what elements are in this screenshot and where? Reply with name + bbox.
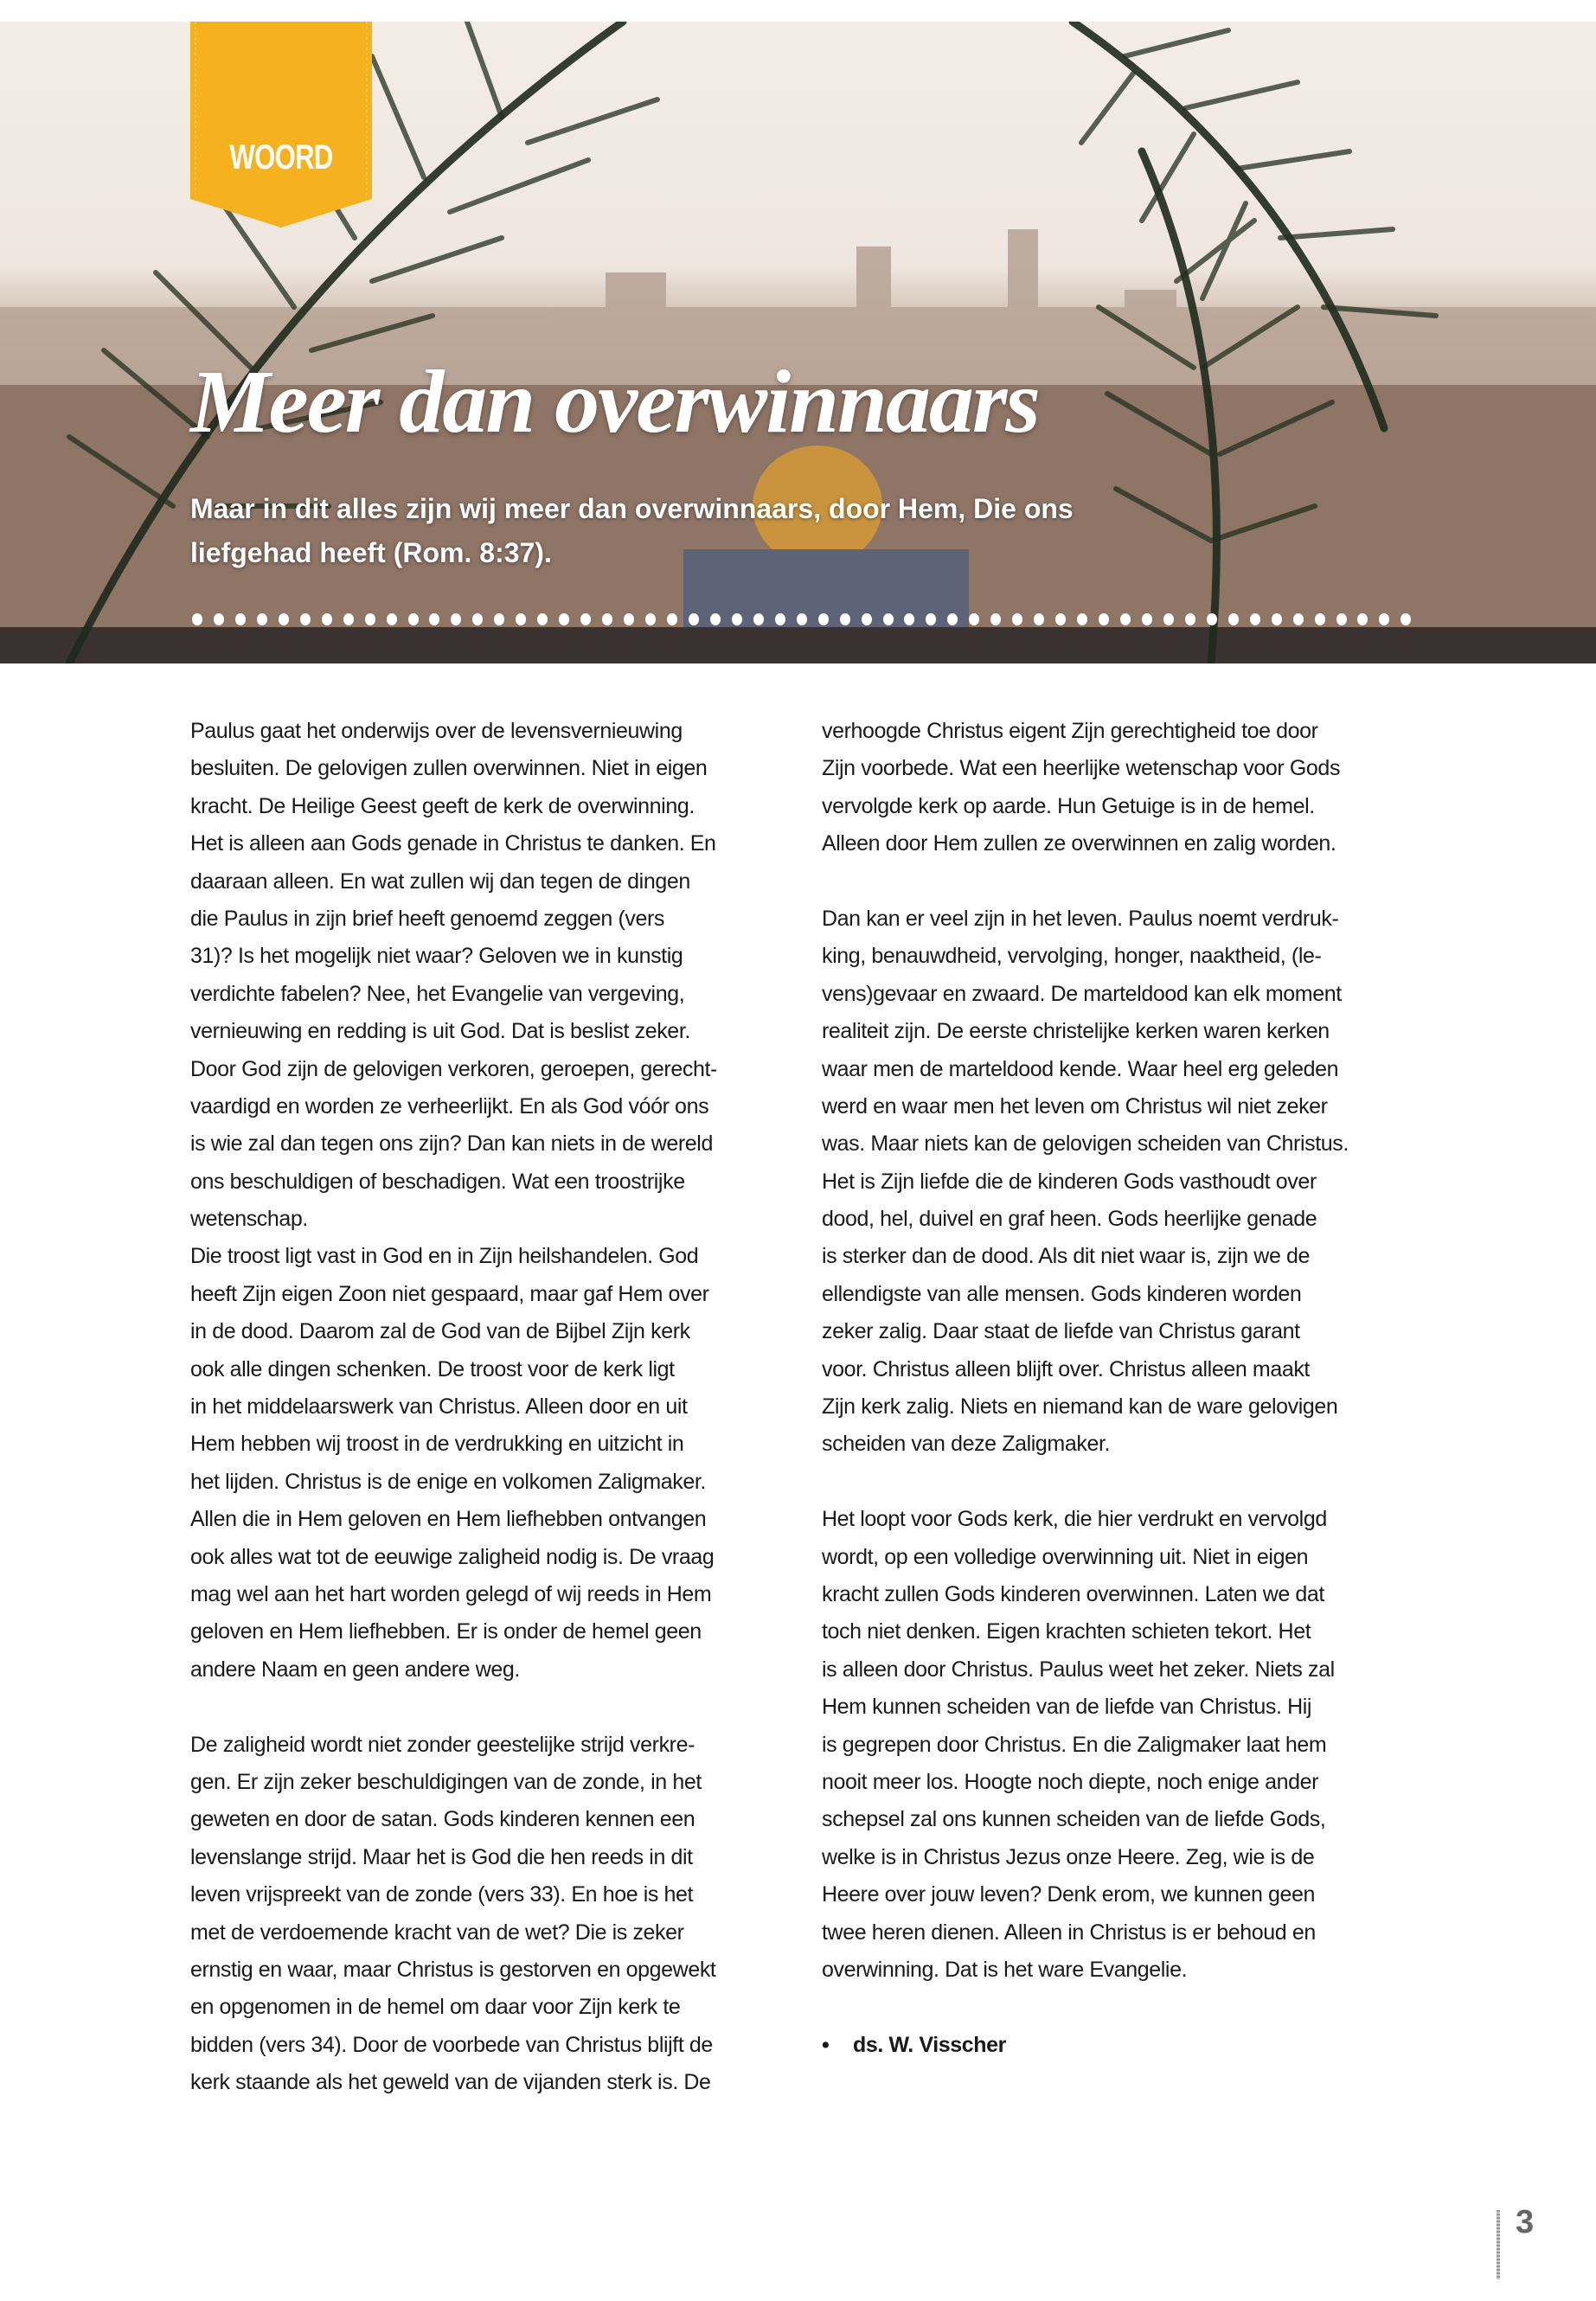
text-line: verhoogde Christus eigent Zijn gerechtigheid toe door: [822, 719, 1318, 743]
text-line: Allen die in Hem geloven en Hem liefhebben ontvangen: [190, 1507, 707, 1532]
text-line: king, benauwdheid, vervolging, honger, naaktheid, (le-: [822, 944, 1322, 969]
text-line: Het is alleen aan Gods genade in Christus te danken. En: [190, 831, 716, 856]
text-line: Het loopt voor Gods kerk, die hier verdrukt en vervolgd: [822, 1507, 1327, 1532]
divider-dot: [862, 613, 872, 625]
left-column: [190, 713, 796, 2101]
divider-dot: [1357, 613, 1368, 625]
divider-dot: [343, 613, 354, 625]
divider-dot: [1034, 613, 1044, 625]
divider-dot: [1401, 613, 1411, 625]
text-line: Dan kan er veel zijn in het leven. Paulus noemt verdruk-: [822, 906, 1339, 931]
text-line: waar men de marteldood kende. Waar heel erg geleden: [822, 1056, 1339, 1081]
divider-dot: [1207, 613, 1217, 625]
text-line: ons beschuldigen of beschadigen. Wat een troostrijke: [190, 1169, 685, 1194]
divider-dot: [1250, 613, 1260, 625]
divider-dot: [969, 613, 979, 625]
text-line: Alleen door Hem zullen ze overwinnen en zalig worden.: [822, 831, 1336, 856]
divider-dot: [537, 613, 548, 625]
text-line: is sterker dan de dood. Als dit niet waar is, zijn we de: [822, 1244, 1311, 1269]
divider-dot: [1120, 613, 1131, 625]
text-line: vaardigd en worden ze verheerlijkt. En als God vóór ons: [190, 1093, 709, 1118]
text-line: kerk staande als het geweld van de vijanden sterk is. De: [190, 2070, 711, 2095]
divider-dot: [429, 613, 439, 625]
divider-dot: [1336, 613, 1347, 625]
text-line: welke is in Christus Jezus onze Heere. Zeg, wie is de: [822, 1844, 1315, 1869]
text-line: Zijn voorbede. Wat een heerlijke wetenschap voor Gods: [822, 756, 1341, 781]
divider-dot: [1055, 613, 1066, 625]
text-line: bidden (vers 34). Door de voorbede van Christus blijft de: [190, 2032, 713, 2057]
divider-dot: [494, 613, 504, 625]
text-line: zeker zalig. Daar staat de liefde van Christus garant: [822, 1319, 1300, 1344]
subtitle-line: Maar in dit alles zijn wij meer dan overwinnaars, door Hem, Die ons: [190, 493, 1074, 524]
divider-dot: [1228, 613, 1239, 625]
paragraph-gap: [822, 1464, 1427, 1501]
text-line: realiteit zijn. De eerste christelijke kerken waren kerken: [822, 1019, 1330, 1044]
divider-dot: [1185, 613, 1195, 625]
subtitle-line: liefgehad heeft (Rom. 8:37).: [190, 537, 552, 568]
divider-dot: [1142, 613, 1152, 625]
text-line: die Paulus in zijn brief heeft genoemd zeggen (vers: [190, 906, 664, 931]
author-line: [822, 2027, 1427, 2064]
divider-dot: [904, 613, 914, 625]
text-line: en opgenomen in de hemel om daar voor Zijn kerk te: [190, 1995, 681, 2020]
page-number-divider: [1497, 2210, 1500, 2279]
text-line: andere Naam en geen andere weg.: [190, 1657, 520, 1682]
text-line: gen. Er zijn zeker beschuldigingen van de zonde, in het: [190, 1769, 702, 1794]
divider-dot: [451, 613, 461, 625]
text-line: ook alle dingen schenken. De troost voor de kerk ligt: [190, 1356, 675, 1381]
divider-dot: [192, 613, 202, 625]
divider-dot: [365, 613, 375, 625]
text-line: Hem hebben wij troost in de verdrukking en uitzicht in: [190, 1432, 684, 1457]
text-line: het lijden. Christus is de enige en volkomen Zaligmaker.: [190, 1469, 706, 1494]
text-line: schepsel zal ons kunnen scheiden van de liefde Gods,: [822, 1807, 1326, 1832]
text-line: Paulus gaat het onderwijs over de levensvernieuwing: [190, 719, 683, 743]
text-line: is wie zal dan tegen ons zijn? Dan kan niets in de wereld: [190, 1131, 713, 1157]
divider-dot: [214, 613, 224, 625]
divider-dot: [947, 613, 958, 625]
divider-dot: [580, 613, 591, 625]
divider-dot: [472, 613, 483, 625]
text-line: twee heren dienen. Alleen in Christus is er behoud en: [822, 1920, 1316, 1945]
divider-dot: [1315, 613, 1325, 625]
divider-dot: [279, 613, 289, 625]
text-line: Zijn kerk zalig. Niets en niemand kan de ware gelovigen: [822, 1394, 1338, 1420]
divider-dot: [1077, 613, 1087, 625]
text-line: ernstig en waar, maar Christus is gestorven en opgewekt: [190, 1957, 716, 1982]
text-line: kracht. De Heilige Geest geeft de kerk de overwinning.: [190, 793, 695, 818]
text-line: 31)? Is het mogelijk niet waar? Geloven we in kunstig: [190, 944, 683, 969]
divider-dot: [300, 613, 311, 625]
divider-dot: [1293, 613, 1304, 625]
text-line: in het middelaarswerk van Christus. Alleen door en uit: [190, 1394, 688, 1420]
divider-dot: [818, 613, 829, 625]
text-line: toch niet denken. Eigen krachten schieten tekort. Het: [822, 1619, 1311, 1644]
text-line: voor. Christus alleen blijft over. Christus alleen maakt: [822, 1356, 1310, 1381]
text-line: scheiden van deze Zaligmaker.: [822, 1432, 1111, 1457]
text-line: met de verdoemende kracht van de wet? Die is zeker: [190, 1920, 684, 1945]
text-line: Die troost ligt vast in God en in Zijn heilshandelen. God: [190, 1244, 699, 1269]
section-ribbon: [190, 22, 372, 228]
text-line: geloven en Hem liefhebben. Er is onder de hemel geen: [190, 1619, 702, 1644]
text-line: heeft Zijn eigen Zoon niet gespaard, maar gaf Hem over: [190, 1281, 709, 1306]
divider-dot: [387, 613, 397, 625]
dotted-divider: [192, 613, 1412, 625]
text-line: wetenschap.: [190, 1207, 308, 1232]
text-line: ellendigste van alle mensen. Gods kinderen worden: [822, 1281, 1302, 1306]
text-line: geweten en door de satan. Gods kinderen kennen een: [190, 1807, 695, 1832]
divider-dot: [667, 613, 677, 625]
divider-dot: [883, 613, 894, 625]
divider-dot: [408, 613, 419, 625]
text-line: Hem kunnen scheiden van de liefde van Christus. Hij: [822, 1695, 1312, 1720]
divider-dot: [797, 613, 807, 625]
paragraph-gap: [190, 1689, 796, 1726]
divider-dot: [1272, 613, 1282, 625]
divider-dot: [602, 613, 612, 625]
text-line: leven vrijspreekt van de zonde (vers 33). En hoe is het: [190, 1882, 694, 1907]
article-title: Meer dan overwinnaars: [190, 352, 1039, 452]
text-line: nooit meer los. Hoogte noch diepte, noch enige ander: [822, 1769, 1319, 1794]
text-line: mag wel aan het hart worden gelegd of wij reeds in Hem: [190, 1581, 712, 1606]
text-line: levenslange strijd. Maar het is God die hen reeds in dit: [190, 1844, 693, 1869]
text-line: De zaligheid wordt niet zonder geestelijke strijd verkre-: [190, 1732, 695, 1757]
article-subtitle: [190, 487, 1228, 575]
divider-dot: [732, 613, 742, 625]
divider-dot: [322, 613, 332, 625]
divider-dot: [624, 613, 634, 625]
text-line: was. Maar niets kan de gelovigen scheiden van Christus.: [822, 1131, 1349, 1157]
divider-dot: [775, 613, 785, 625]
divider-dot: [990, 613, 1001, 625]
text-line: Door God zijn de gelovigen verkoren, geroepen, gerecht-: [190, 1056, 717, 1081]
text-line: ook alles wat tot de eeuwige zaligheid nodig is. De vraag: [190, 1544, 715, 1569]
text-line: vervolgde kerk op aarde. Hun Getuige is in de hemel.: [822, 793, 1315, 818]
paragraph-gap: [822, 1989, 1427, 2026]
text-line: besluiten. De gelovigen zullen overwinnen. Niet in eigen: [190, 756, 708, 781]
divider-dot: [645, 613, 656, 625]
divider-dot: [1163, 613, 1174, 625]
paragraph-gap: [822, 863, 1427, 901]
text-line: is gegrepen door Christus. En die Zaligmaker laat hem: [822, 1732, 1327, 1757]
text-line: dood, hel, duivel en graf heen. Gods heerlijke genade: [822, 1207, 1317, 1232]
text-line: daaraan alleen. En wat zullen wij dan tegen de dingen: [190, 868, 690, 894]
divider-dot: [516, 613, 526, 625]
text-line: kracht zullen Gods kinderen overwinnen. Laten we dat: [822, 1581, 1324, 1606]
divider-dot: [840, 613, 850, 625]
text-line: verdichte fabelen? Nee, het Evangelie van vergeving,: [190, 981, 685, 1006]
section-label: WOORD: [229, 138, 333, 176]
text-line: Heere over jouw leven? Denk erom, we kunnen geen: [822, 1882, 1316, 1907]
divider-dot: [1099, 613, 1109, 625]
right-column: [822, 713, 1427, 2064]
text-line: in de dood. Daarom zal de God van de Bijbel Zijn kerk: [190, 1319, 690, 1344]
text-line: Het is Zijn liefde die de kinderen Gods vasthoudt over: [822, 1169, 1317, 1194]
bullet-icon: •: [822, 2032, 830, 2057]
text-line: vernieuwing en redding is uit God. Dat is beslist zeker.: [190, 1019, 690, 1044]
page-number: 3: [1516, 2204, 1535, 2240]
divider-dot: [710, 613, 721, 625]
text-line: werd en waar men het leven om Christus wil niet zeker: [822, 1093, 1328, 1118]
divider-dot: [926, 613, 936, 625]
divider-dot: [1379, 613, 1389, 625]
divider-dot: [257, 613, 267, 625]
divider-dot: [559, 613, 569, 625]
text-line: wordt, op een volledige overwinning uit. Niet in eigen: [822, 1544, 1309, 1569]
divider-dot: [753, 613, 764, 625]
divider-dot: [235, 613, 246, 625]
divider-dot: [689, 613, 699, 625]
author-name: ds. W. Visscher: [853, 2032, 1006, 2057]
text-line: vens)gevaar en zwaard. De marteldood kan elk moment: [822, 981, 1342, 1006]
divider-dot: [1012, 613, 1022, 625]
text-line: is alleen door Christus. Paulus weet het zeker. Niets zal: [822, 1657, 1335, 1682]
text-line: overwinning. Dat is het ware Evangelie.: [822, 1957, 1188, 1982]
